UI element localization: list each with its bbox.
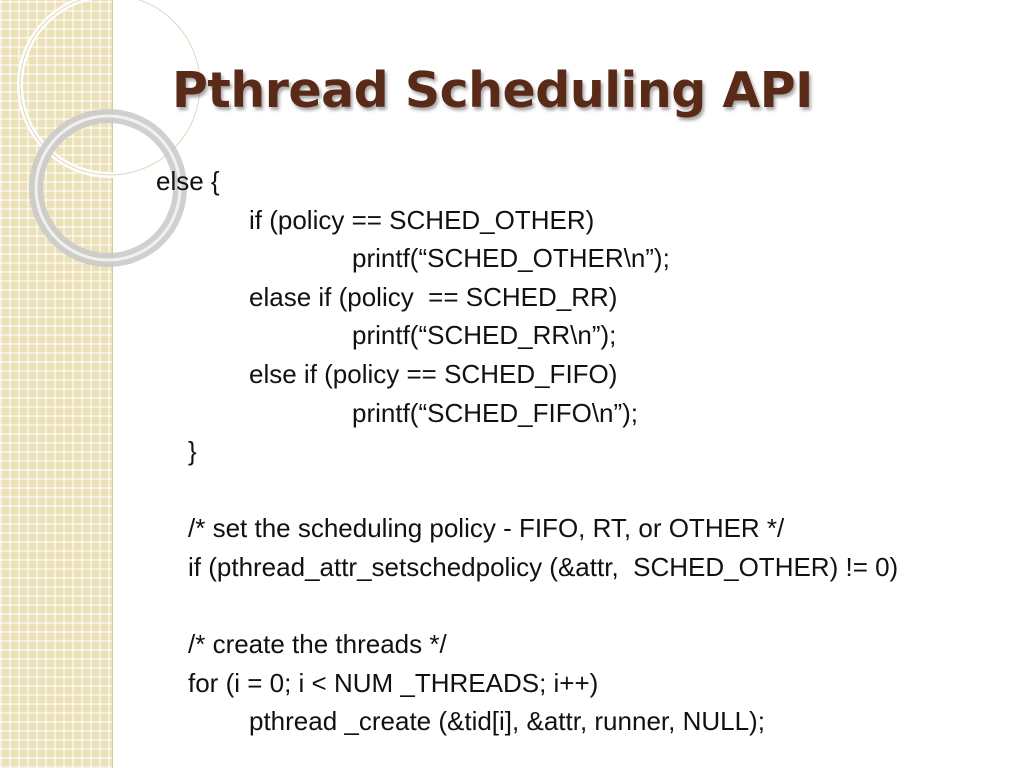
code-line-blank [156,471,898,510]
code-comment-line: /* create the threads */ [188,629,447,660]
code-line: printf(“SCHED_RR\n”); [352,320,617,351]
code-line: } [188,436,197,467]
slide-title: Pthread Scheduling API [172,62,813,119]
code-line: pthread _create (&tid[i], &attr, runner, NULL); [249,706,765,737]
code-line-blank [156,587,898,626]
code-comment-line: /* set the scheduling policy - FIFO, RT, or OTHER */ [188,513,785,544]
code-block [156,162,898,741]
code-line: elase if (policy == SCHED_RR) [249,281,618,312]
code-line: if (pthread_attr_setschedpolicy (&attr, SCHED_OTHER) != 0) [188,551,899,582]
code-line: if (policy == SCHED_OTHER) [249,204,595,235]
code-line: else if (policy == SCHED_FIFO) [249,358,618,389]
code-line: printf(“SCHED_OTHER\n”); [352,243,670,274]
code-line: else { [156,166,220,196]
code-line: for (i = 0; i < NUM _THREADS; i++) [188,667,599,698]
code-line: printf(“SCHED_FIFO\n”); [352,397,639,428]
